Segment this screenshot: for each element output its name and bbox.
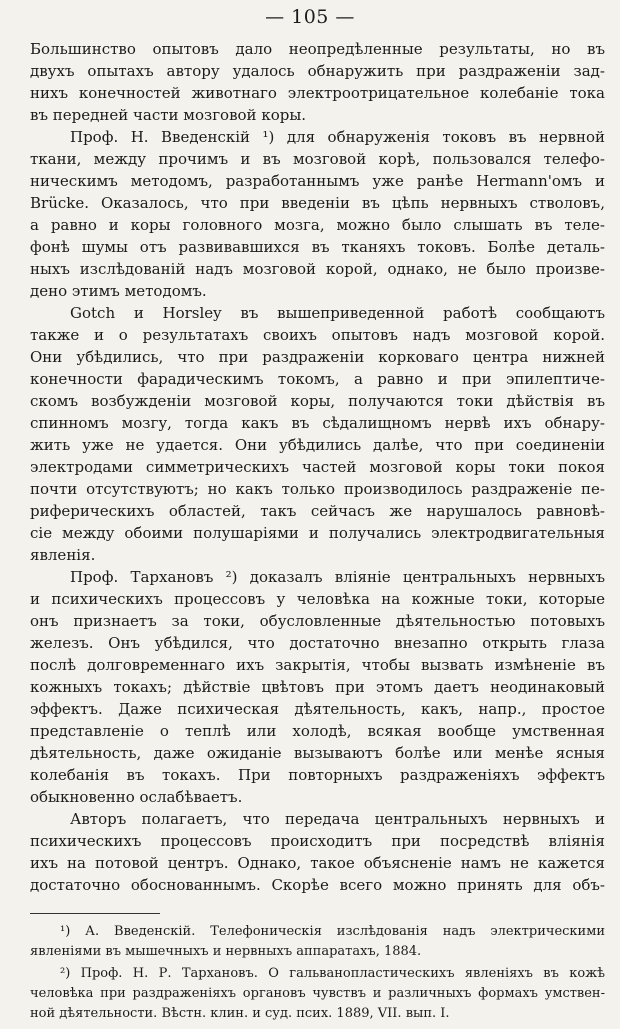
- text-line: жить уже не удается. Они убѣдились далѣе, что при соединеніи: [30, 436, 605, 454]
- text-line: ническимъ методомъ, разработаннымъ уже ранѣе Hermann'омъ и: [30, 172, 605, 190]
- page-number: — 105 —: [265, 6, 355, 28]
- text-line: двухъ опытахъ автору удалось обнаружить при раздраженіи зад-: [30, 62, 605, 80]
- footnote-separator: [30, 913, 160, 914]
- text-line: обыкновенно ослабѣваетъ.: [30, 788, 243, 806]
- text-line: Они убѣдились, что при раздраженіи корковаго центра нижней: [30, 348, 605, 366]
- text-line: сіе между обоими полушаріями и получались электродвигательныя: [30, 524, 605, 542]
- text-line: скомъ возбужденіи мозговой коры, получаются токи дѣйствія въ: [30, 392, 605, 410]
- text-line: дено этимъ методомъ.: [30, 282, 207, 300]
- text-line: также и о результатахъ своихъ опытовъ надъ мозговой корой.: [30, 326, 605, 344]
- text-line: кожныхъ токахъ; дѣйствіе цвѣтовъ при этомъ даетъ неодинаковый: [30, 678, 605, 696]
- text-line: а равно и коры головного мозга, можно было слышать въ телe-: [30, 216, 605, 234]
- text-line: и психическихъ процессовъ у человѣка на кожные токи, которые: [30, 590, 605, 608]
- text-line: Проф. Тархановъ ²) доказалъ вліяніе центральныхъ нервныхъ: [70, 568, 605, 586]
- footnote-line: явленіями въ мышечныхъ и нервныхъ аппаратахъ, 1884.: [30, 944, 422, 959]
- text-line: фонѣ шумы отъ развивавшихся въ тканяхъ токовъ. Болѣе деталь-: [30, 238, 605, 256]
- text-line: достаточно обоснованнымъ. Скорѣе всего можно принять для объ-: [30, 876, 605, 894]
- text-line: дѣятельность, даже ожиданіе вызываютъ болѣе или менѣе ясныя: [30, 744, 605, 762]
- text-line: ихъ на потовой центръ. Однако, такое объясненіе намъ не кажется: [30, 854, 605, 872]
- footnote-line: ²) Проф. Н. Р. Тархановъ. О гальванопластическихъ явленіяхъ въ кожѣ: [60, 966, 605, 981]
- text-line: колебанія въ токахъ. При повторныхъ раздраженіяхъ эффектъ: [30, 766, 605, 784]
- text-line: эффектъ. Даже психическая дѣятельность, какъ, напр., простое: [30, 700, 605, 718]
- text-line: конечности фарадическимъ токомъ, а равно и при эпилептиче-: [30, 370, 605, 388]
- footnote-line: ной дѣятельности. Вѣстн. клин. и суд. псих. 1889, VII. вып. I.: [30, 1006, 450, 1021]
- footnote-line: ¹) А. Введенскій. Телефоническія изслѣдованія надъ электрическими: [60, 924, 605, 939]
- text-line: электродами симметрическихъ частей мозговой коры токи покоя: [30, 458, 605, 476]
- text-line: ткани, между прочимъ и въ мозговой корѣ, пользовался телефо-: [30, 150, 605, 168]
- text-line: ныхъ изслѣдованій надъ мозговой корой, однако, не было произве-: [30, 260, 605, 278]
- text-line: железъ. Онъ убѣдился, что достаточно внезапно открыть глаза: [30, 634, 605, 652]
- text-line: спинномъ мозгу, тогда какъ въ сѣдалищномъ нервѣ ихъ обнару-: [30, 414, 605, 432]
- text-line: Авторъ полагаетъ, что передача центральныхъ нервныхъ и: [70, 810, 605, 828]
- text-line: нихъ конечностей животнаго электроотрицательное колебаніе тока: [30, 84, 605, 102]
- footnote-line: человѣка при раздраженіяхъ органовъ чувствъ и различныхъ формахъ умствен-: [30, 986, 605, 1001]
- text-line: психическихъ процессовъ происходитъ при посредствѣ вліянія: [30, 832, 605, 850]
- text-line: Проф. Н. Введенскій ¹) для обнаруженія токовъ въ нервной: [70, 128, 605, 146]
- text-line: Gotch и Horsley въ вышеприведенной работѣ сообщаютъ: [70, 304, 605, 322]
- text-line: въ передней части мозговой коры.: [30, 106, 307, 124]
- text-line: онъ признаетъ за токи, обусловленные дѣятельностью потовыхъ: [30, 612, 605, 630]
- text-line: представленіе о теплѣ или холодѣ, всякая вообще умственная: [30, 722, 605, 740]
- text-line: Большинство опытовъ дало неопредѣленные результаты, но въ: [30, 40, 605, 58]
- text-line: послѣ долговременнаго ихъ закрытія, чтобы вызвать измѣненіе въ: [30, 656, 605, 674]
- text-line: риферическихъ областей, такъ сейчасъ же нарушалось равновѣ-: [30, 502, 605, 520]
- text-line: явленія.: [30, 546, 96, 564]
- text-line: почти отсутствуютъ; но какъ только производилось раздраженіе пе-: [30, 480, 605, 498]
- text-line: Brücke. Оказалось, что при введеніи въ цѣпь нервныхъ стволовъ,: [30, 194, 605, 212]
